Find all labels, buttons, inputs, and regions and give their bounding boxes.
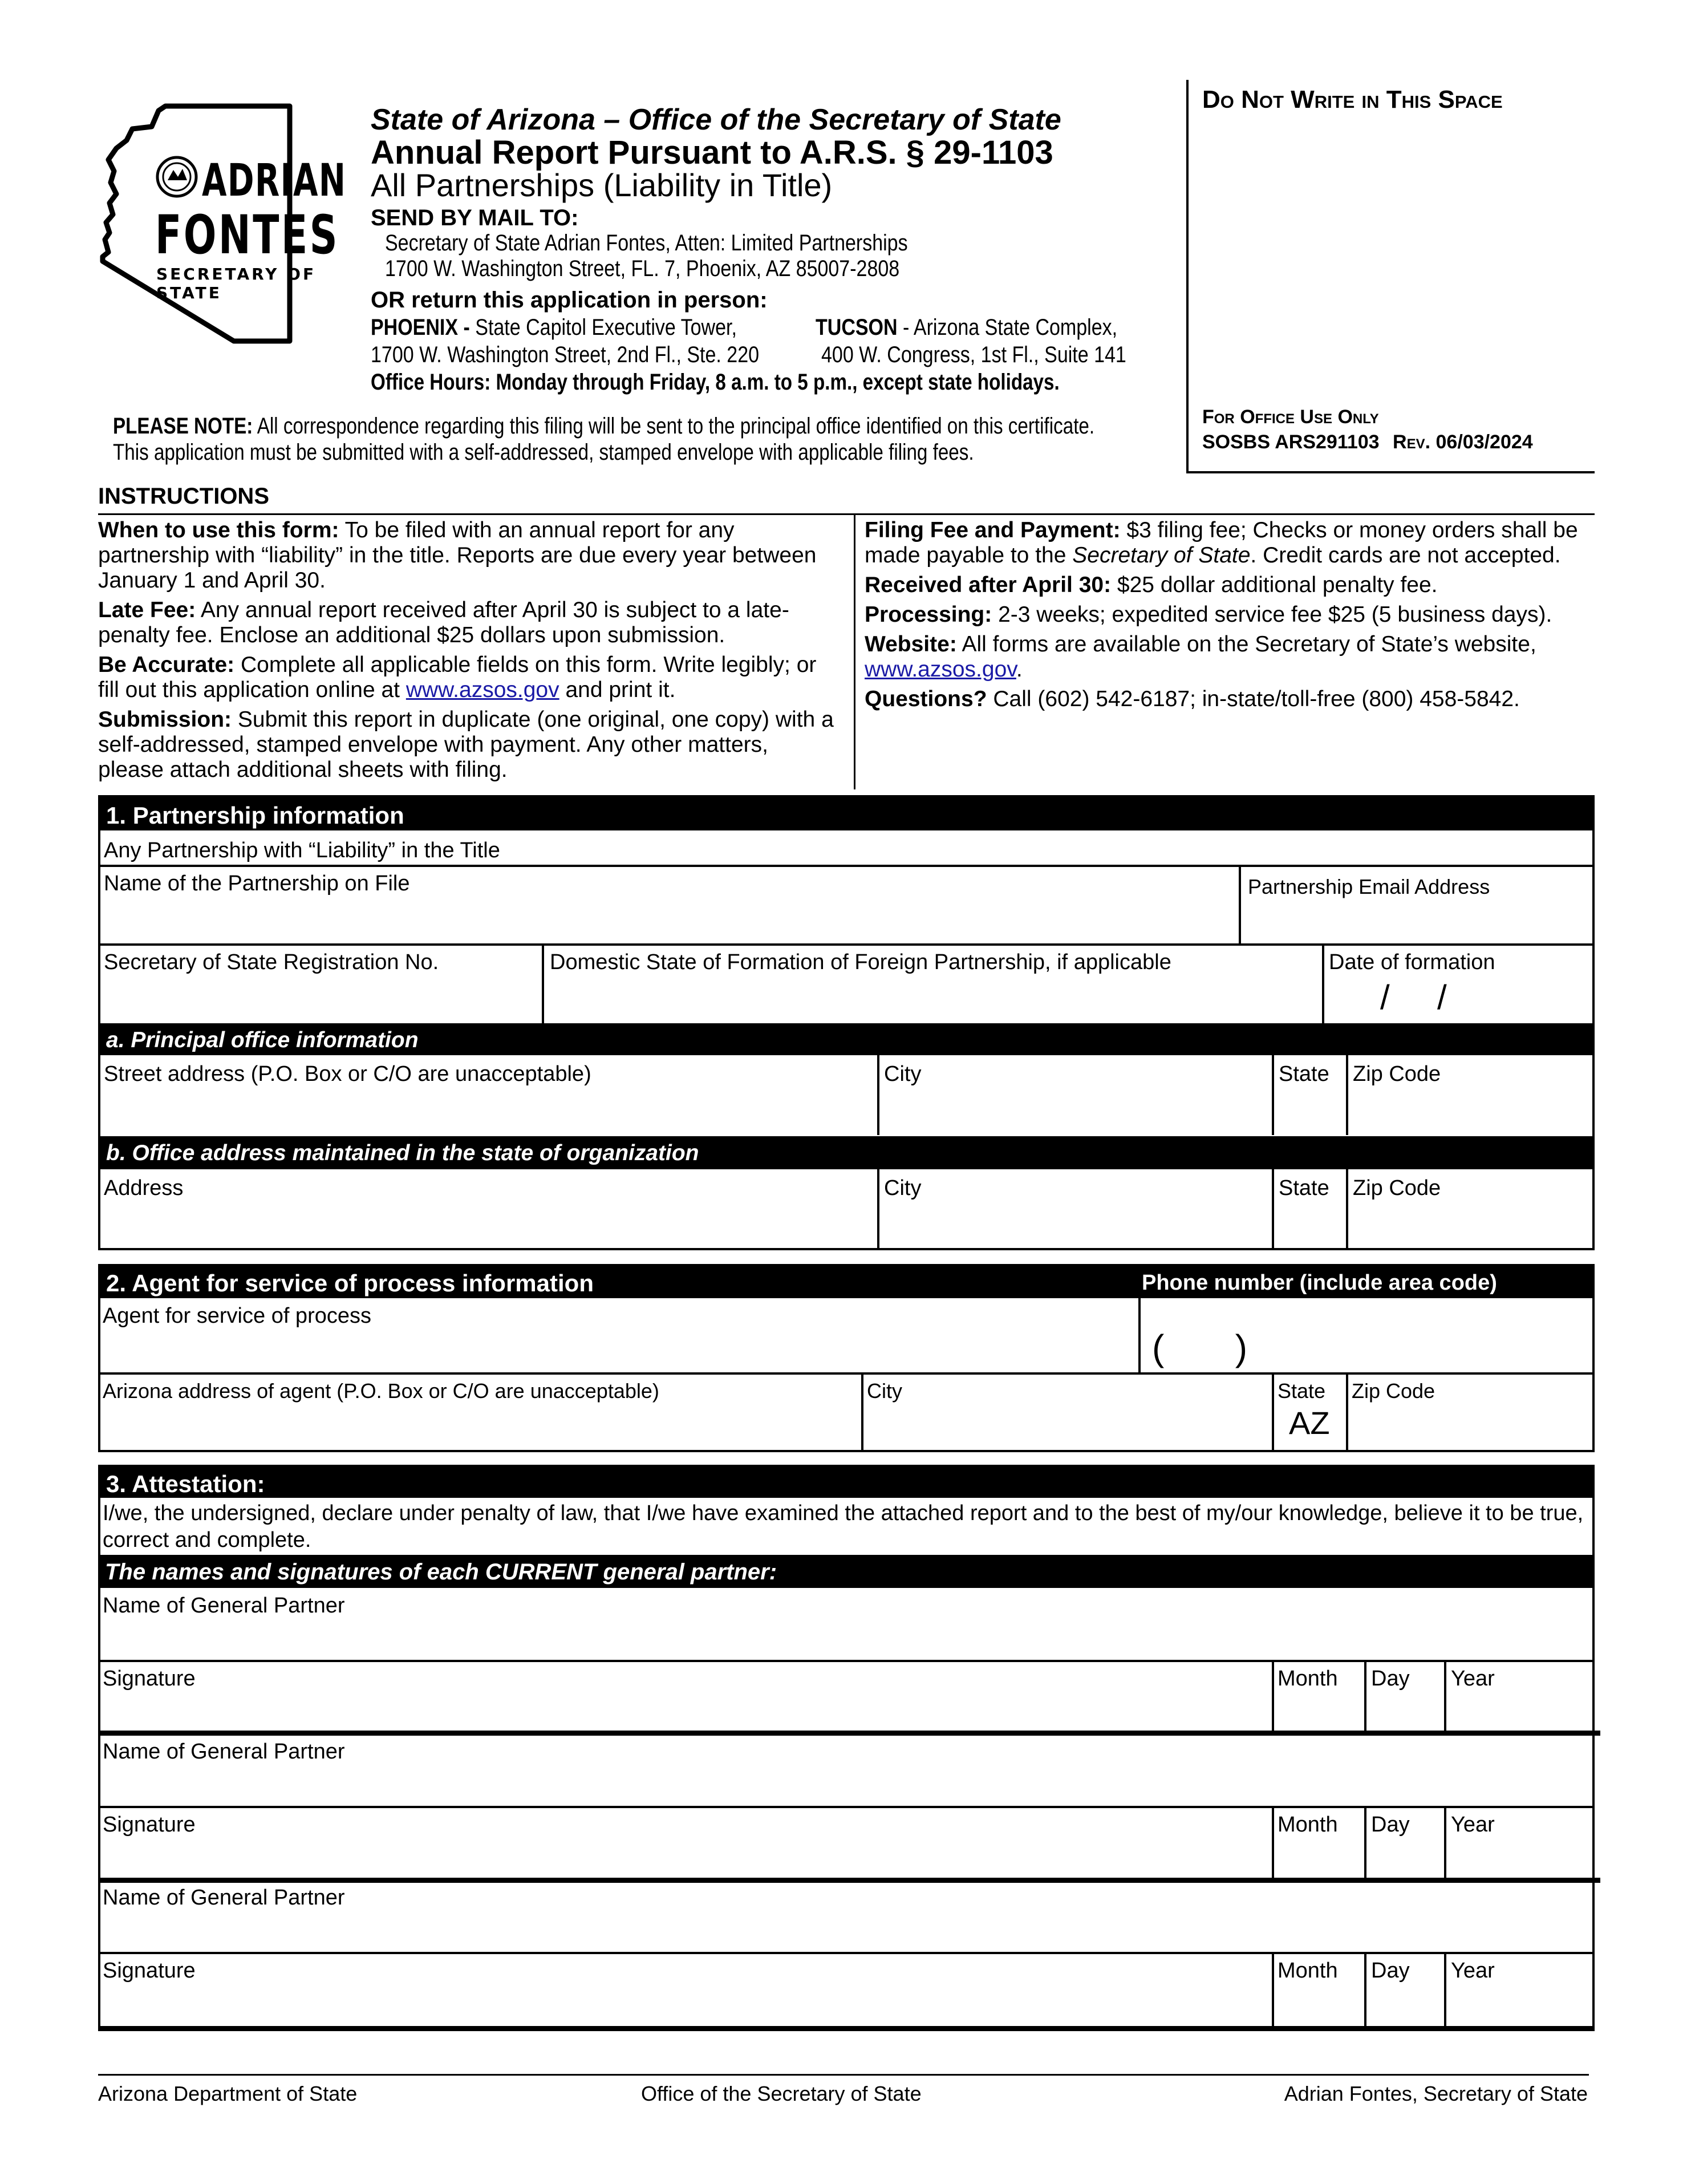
instr-submission-label: Submission: [98, 707, 232, 732]
instr-questions-text: Call (602) 542-6187; in-state/toll-free (800) 458-5842. [987, 687, 1520, 711]
instr-fee [865, 518, 1595, 568]
mail-line2: 1700 W. Washington Street, FL. 7, Phoenix, AZ 85007-2808 [385, 256, 900, 281]
partner3-month-label: Month [1278, 1959, 1338, 1983]
partner1-signature-input[interactable] [100, 1692, 1270, 1729]
domestic-state-input[interactable] [546, 978, 1320, 1021]
phone-parens: ( ) [1152, 1327, 1248, 1368]
street-address-label: Street address (P.O. Box or C/O are unacceptable) [104, 1062, 591, 1086]
partner2-sig-label: Signature [103, 1813, 196, 1837]
instr-received [865, 573, 1595, 598]
date-formation-label: Date of formation [1329, 950, 1495, 974]
partner3-year-label: Year [1451, 1959, 1495, 1983]
partner2-month-input[interactable] [1276, 1838, 1362, 1875]
instr-processing [865, 602, 1595, 627]
partner1-sig-label: Signature [103, 1667, 196, 1691]
instructions-left [98, 518, 840, 787]
instr-received-text: $25 dollar additional penalty fee. [1111, 573, 1438, 597]
partner3-signature-input[interactable] [100, 1984, 1270, 2024]
note-label: PLEASE NOTE: [113, 414, 253, 439]
instr-accurate [98, 653, 840, 703]
instr-when [98, 518, 840, 593]
instr-fee-text1: $3 filing fee; Checks or money orders shall be made payable to the [865, 518, 1578, 568]
section1-heading: 1. Partnership information [98, 795, 1595, 830]
agent-state-value: AZ [1289, 1405, 1330, 1441]
az-address-label: Arizona address of agent (P.O. Box or C/O are unacceptable) [103, 1379, 659, 1403]
partnership-email-input[interactable] [1243, 900, 1591, 941]
do-not-write-title: Do Not Write in This Space [1202, 86, 1503, 114]
principal-state-label: State [1279, 1062, 1329, 1086]
footer-center: Office of the Secretary of State [641, 2082, 922, 2105]
header-agency: State of Arizona – Office of the Secretary of State [371, 103, 1061, 136]
rev-date: 06/03/2024 [1435, 431, 1533, 453]
instr-processing-text: 2-3 weeks; expedited service fee $25 (5 business days). [992, 602, 1552, 627]
partner3-name-label: Name of General Partner [103, 1886, 345, 1910]
partner1-day-label: Day [1371, 1667, 1410, 1691]
partner2-signature-input[interactable] [100, 1838, 1270, 1875]
office-zip-input[interactable] [1351, 1205, 1591, 1248]
form-code [1202, 431, 1533, 453]
partner3-day-label: Day [1371, 1959, 1410, 1983]
office-state-input[interactable] [1276, 1205, 1344, 1248]
mail-heading: SEND BY MAIL TO: [371, 205, 579, 230]
instr-accurate-label: Be Accurate: [98, 653, 235, 677]
principal-zip-input[interactable] [1351, 1091, 1591, 1133]
footer-right: Adrian Fontes, Secretary of State [1284, 2082, 1588, 2105]
agent-address-input[interactable] [100, 1404, 859, 1450]
logo [97, 103, 354, 348]
agent-label: Agent for service of process [103, 1304, 371, 1328]
partner2-name-input[interactable] [100, 1766, 1590, 1804]
instr-late-label: Late Fee: [98, 598, 196, 622]
azsos-link[interactable]: www.azsos.gov [405, 678, 559, 702]
person-heading: OR return this application in person: [371, 287, 768, 313]
instr-fee-text2: . Credit cards are not accepted. [1250, 543, 1561, 568]
instr-when-text: To be filed with an annual report for any partnership with “liability” in the title. Reports are due every year between January 1 and April 30. [98, 518, 817, 593]
instr-accurate-text: Complete all applicable fields on this form. Write legibly; or fill out this application online at [98, 653, 817, 702]
page-subtitle: All Partnerships (Liability in Title) [371, 167, 833, 203]
phoenix-line1: State Capitol Executive Tower, [475, 315, 737, 340]
rev-label: Rev. [1393, 431, 1431, 453]
instr-late [98, 598, 840, 648]
partners-heading: The names and signatures of each CURRENT general partner: [98, 1555, 1595, 1588]
partner2-year-label: Year [1451, 1813, 1495, 1837]
instr-website-label: Website: [865, 632, 957, 657]
partnership-email-label: Partnership Email Address [1248, 875, 1490, 898]
section2-heading [98, 1264, 1595, 1298]
form-code-text: SOSBS ARS291103 [1202, 431, 1380, 453]
tucson-label: TUCSON [816, 315, 898, 340]
office-city-input[interactable] [882, 1205, 1270, 1248]
instr-website [865, 632, 1595, 682]
partner2-day-label: Day [1371, 1813, 1410, 1837]
principal-city-input[interactable] [882, 1091, 1270, 1133]
registration-no-label: Secretary of State Registration No. [104, 950, 439, 974]
agent-city-label: City [867, 1379, 902, 1403]
office-hours: Office Hours: Monday through Friday, 8 a.m. to 5 p.m., except state holidays. [371, 370, 1060, 395]
phoenix-line2: 1700 W. Washington Street, 2nd Fl., Ste. 220 [371, 342, 760, 367]
instr-submission [98, 707, 840, 783]
mail-line1: Secretary of State Adrian Fontes, Atten: Limited Partnerships [385, 230, 908, 256]
office-state-label: State [1279, 1176, 1329, 1200]
office-use-only: For Office Use Only [1202, 406, 1379, 428]
instr-late-text: Any annual report received after April 30 is subject to a late-penalty fee. Enclose an additional $25 dollars upon submission. [98, 598, 789, 647]
please-note [113, 413, 1094, 465]
instr-processing-label: Processing: [865, 602, 992, 627]
phone-heading: Phone number (include area code) [1142, 1271, 1497, 1295]
page-title: Annual Report Pursuant to A.R.S. § 29-1103 [371, 134, 1053, 171]
website-link[interactable]: www.azsos.gov [865, 657, 1016, 682]
instr-when-label: When to use this form: [98, 518, 339, 542]
partnership-name-label: Name of the Partnership on File [104, 872, 410, 896]
registration-no-input[interactable] [100, 978, 540, 1021]
instr-questions [865, 687, 1595, 712]
partner3-name-input[interactable] [100, 1912, 1590, 1950]
office-address-label: Address [104, 1176, 184, 1200]
office-city-label: City [884, 1176, 922, 1200]
partner2-year-input[interactable] [1449, 1838, 1590, 1875]
partner2-day-input[interactable] [1369, 1838, 1442, 1875]
footer-left: Arizona Department of State [98, 2082, 358, 2105]
partner1-day-input[interactable] [1369, 1692, 1442, 1729]
partner1-name-input[interactable] [100, 1620, 1590, 1658]
note-line1: All correspondence regarding this filing will be sent to the principal office identified on this certificate. [257, 414, 1095, 439]
partner3-year-input[interactable] [1449, 1984, 1590, 2024]
instr-fee-italic: Secretary of State [1072, 543, 1251, 568]
agent-phone-input[interactable] [1143, 1329, 1591, 1371]
partnership-name-input[interactable] [100, 900, 1235, 941]
declaration-text: I/we, the undersigned, declare under penalty of law, that I/we have examined the attached report and to the best of my/our knowledge, believe it to be true, correct and complete. [103, 1501, 1584, 1552]
instr-fee-label: Filing Fee and Payment: [865, 518, 1121, 542]
agent-zip-label: Zip Code [1352, 1379, 1435, 1403]
partner3-day-input[interactable] [1369, 1984, 1442, 2024]
partner1-year-label: Year [1451, 1667, 1495, 1691]
instr-received-label: Received after April 30: [865, 573, 1112, 597]
principal-zip-label: Zip Code [1353, 1062, 1441, 1086]
logo-line1: ADRIAN [202, 155, 347, 206]
agent-city-input[interactable] [866, 1404, 1270, 1450]
any-partnership-label: Any Partnership with “Liability” in the Title [104, 838, 500, 862]
instr-website-after: . [1016, 657, 1023, 682]
principal-city-label: City [884, 1062, 922, 1086]
section2-title: 2. Agent for service of process information [106, 1270, 594, 1296]
instr-submission-text: Submit this report in duplicate (one original, one copy) with a self-addressed, stamped envelope with payment. Any other matters, please attach additional sheets with filing. [98, 707, 834, 782]
tucson-address [816, 315, 1117, 341]
agent-name-input[interactable] [100, 1329, 1136, 1371]
principal-state-input[interactable] [1276, 1091, 1344, 1133]
tucson-line1: - Arizona State Complex, [903, 315, 1118, 340]
phoenix-label: PHOENIX - [371, 315, 470, 340]
note-line2: This application must be submitted with a self-addressed, stamped envelope with applicable filing fees. [113, 440, 974, 465]
tucson-line2: 400 W. Congress, 1st Fl., Suite 141 [821, 342, 1126, 367]
office-address-heading: b. Office address maintained in the state of organization [98, 1136, 1595, 1169]
phoenix-address [371, 315, 737, 341]
instr-accurate-after: and print it. [559, 678, 676, 702]
date-separators: / / [1380, 978, 1447, 1016]
instr-website-text: All forms are available on the Secretary of State’s website, [956, 632, 1536, 657]
principal-office-heading: a. Principal office information [98, 1023, 1595, 1055]
partner1-name-label: Name of General Partner [103, 1594, 345, 1618]
logo-line3: SECRETARY OF STATE [156, 265, 317, 302]
partner2-name-label: Name of General Partner [103, 1740, 345, 1764]
agent-state-label: State [1278, 1379, 1326, 1403]
partner1-month-label: Month [1278, 1667, 1338, 1691]
principal-street-input[interactable] [100, 1091, 875, 1133]
partner2-month-label: Month [1278, 1813, 1338, 1837]
partner3-month-input[interactable] [1276, 1984, 1362, 2024]
partner1-month-input[interactable] [1276, 1692, 1362, 1729]
instr-questions-label: Questions? [865, 687, 987, 711]
instructions-right [865, 518, 1595, 716]
agent-zip-input[interactable] [1351, 1404, 1591, 1450]
partner1-year-input[interactable] [1449, 1692, 1590, 1729]
office-zip-label: Zip Code [1353, 1176, 1441, 1200]
instructions-heading: INSTRUCTIONS [98, 484, 269, 509]
section3-heading: 3. Attestation: [98, 1465, 1595, 1498]
logo-line2: FONTES [155, 204, 340, 266]
partner3-sig-label: Signature [103, 1959, 196, 1983]
domestic-state-label: Domestic State of Formation of Foreign Partnership, if applicable [550, 950, 1171, 974]
office-address-input[interactable] [100, 1205, 875, 1248]
